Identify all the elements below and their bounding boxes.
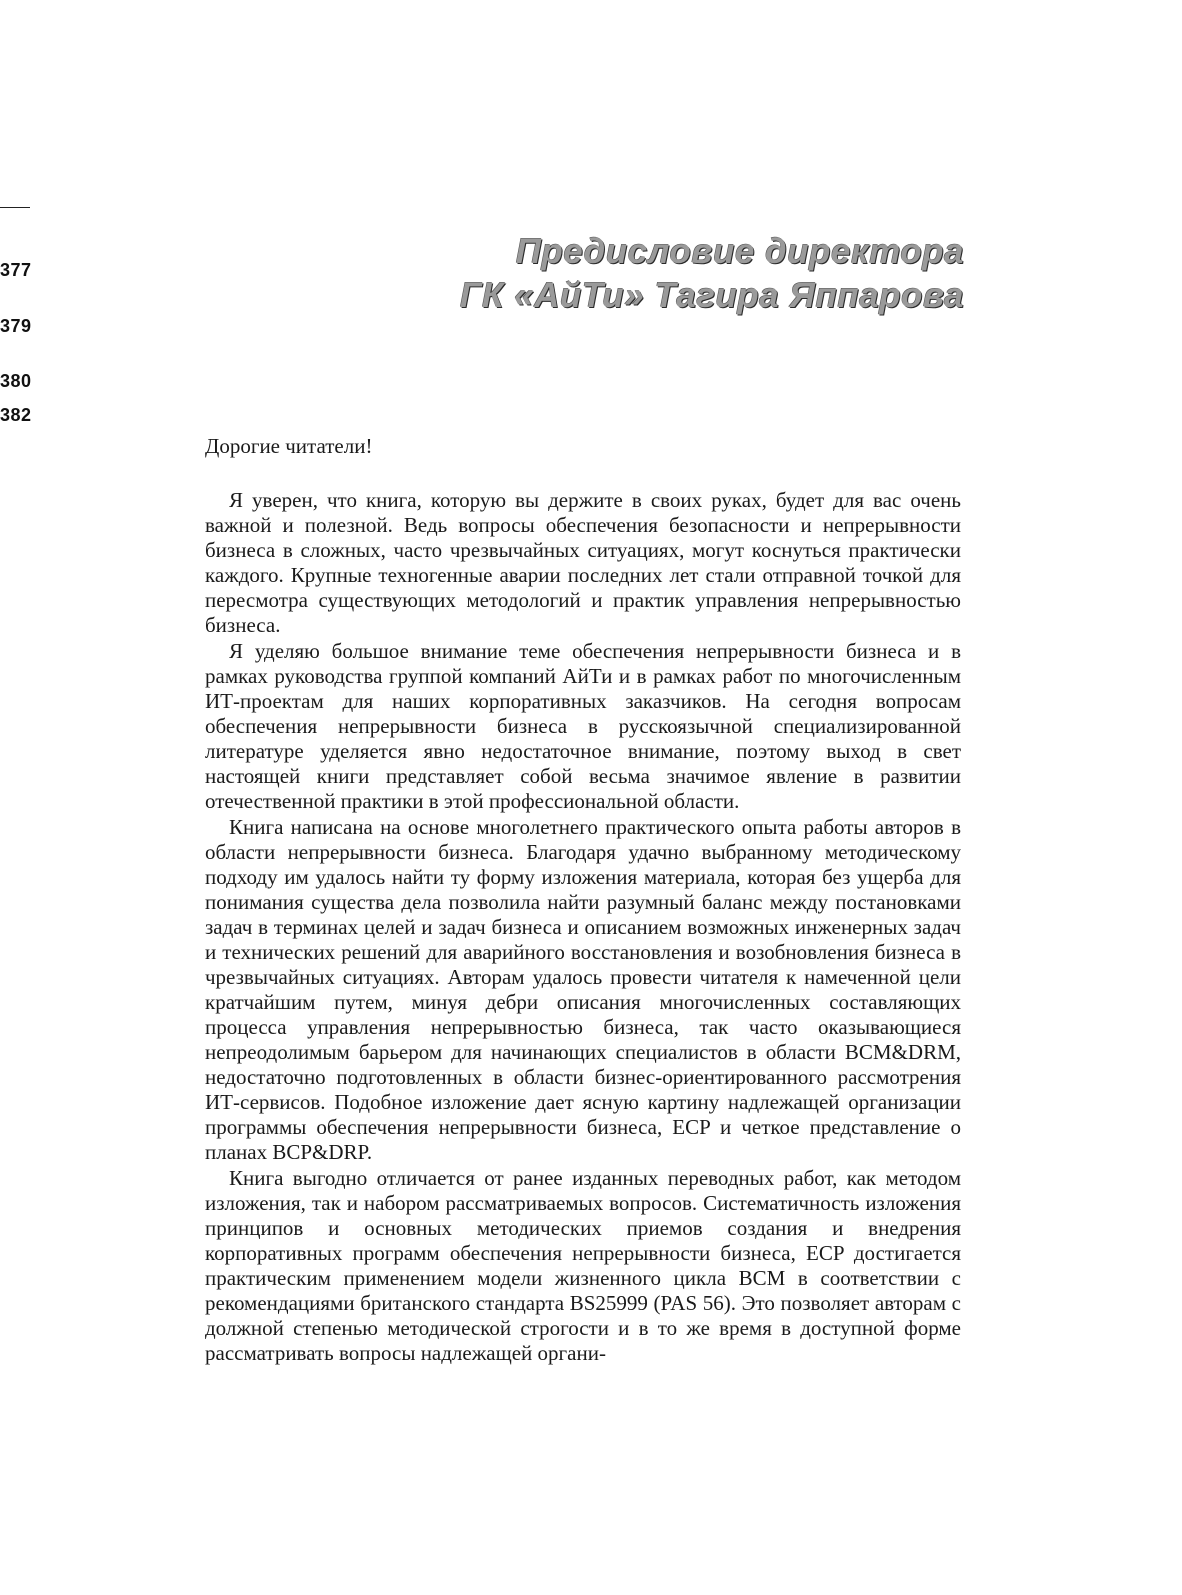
greeting: Дорогие читатели! [205, 434, 373, 458]
margin-page-number: 382 [0, 405, 32, 425]
margin-page-numbers [0, 0, 40, 430]
margin-page-number: 379 [0, 316, 32, 336]
chapter-title [244, 230, 964, 318]
paragraph: Я уделяю большое внимание теме обеспечения непрерывности бизнеса и в рамках руководства группой компаний АйТи и в рамках работ по многочисленным ИТ-проектам для наших корпоративных заказчиков. На сегодня вопросам обеспечения непрерывности бизнеса в русскоязычной специализированной литературе уделяется явно недостаточное внимание, поэтому выход в свет настоящей книги представляет собой весьма значимое явление в развитии отечественной практики в этой профессиональной области. [205, 639, 961, 813]
margin-page-number: 380 [0, 371, 32, 391]
paragraph: Я уверен, что книга, которую вы держите в своих руках, будет для вас очень важной и полезной. Ведь вопросы обеспечения безопасности и непрерывности бизнеса в сложных, часто чрезвычайных ситуациях, могут коснуться практически каждого. Крупные техногенные аварии последних лет стали отправной точкой для пересмотра существующих методологий и практик управления непрерывностью бизнеса. [205, 488, 961, 637]
paragraph: Книга написана на основе многолетнего практического опыта работы авторов в области непрерывности бизнеса. Благодаря удачно выбранному методическому подходу им удалось найти ту форму изложения материала, которая без ущерба для понимания существа дела позволила найти разумный баланс между постановками задач в терминах целей и задач бизнеса и описанием возможных инженерных задач и технических решений для аварийного восстановления и возобновления бизнеса в чрезвычайных ситуациях. Авторам удалось провести читателя к намеченной цели кратчайшим путем, минуя дебри описания многочисленных составляющих процесса управления непрерывностью бизнеса, так часто оказывающиеся непреодолимым барьером для начинающих специалистов в области BCM&DRM, недостаточно подготовленных в области бизнес-ориентированного рассмотрения ИТ-сервисов. Подобное изложение дает ясную картину надлежащей организации программы обеспечения непрерывности бизнеса, ECP и четкое представление о планах BCP&DRP. [205, 815, 961, 1164]
paragraph: Книга выгодно отличается от ранее изданных переводных работ, как методом изложения, так и набором рассматриваемых вопросов. Систематичность изложения принципов и основных методических приемов создания и внедрения корпоративных программ обеспечения непрерывности бизнеса, ECP достигается практическим применением модели жизненного цикла BCM в соответствии с рекомендациями британского стандарта BS25999 (PAS 56). Это позволяет авторам с должной степенью методической строгости и в то же время в доступной форме рассматривать вопросы надлежащей органи- [205, 1166, 961, 1365]
chapter-title-line-1: Предисловие директора [515, 232, 964, 271]
chapter-title-line-2: ГК «АйТи» Тагира Яппарова [459, 276, 964, 315]
body-text [205, 433, 961, 1367]
margin-page-number: 377 [0, 260, 32, 280]
